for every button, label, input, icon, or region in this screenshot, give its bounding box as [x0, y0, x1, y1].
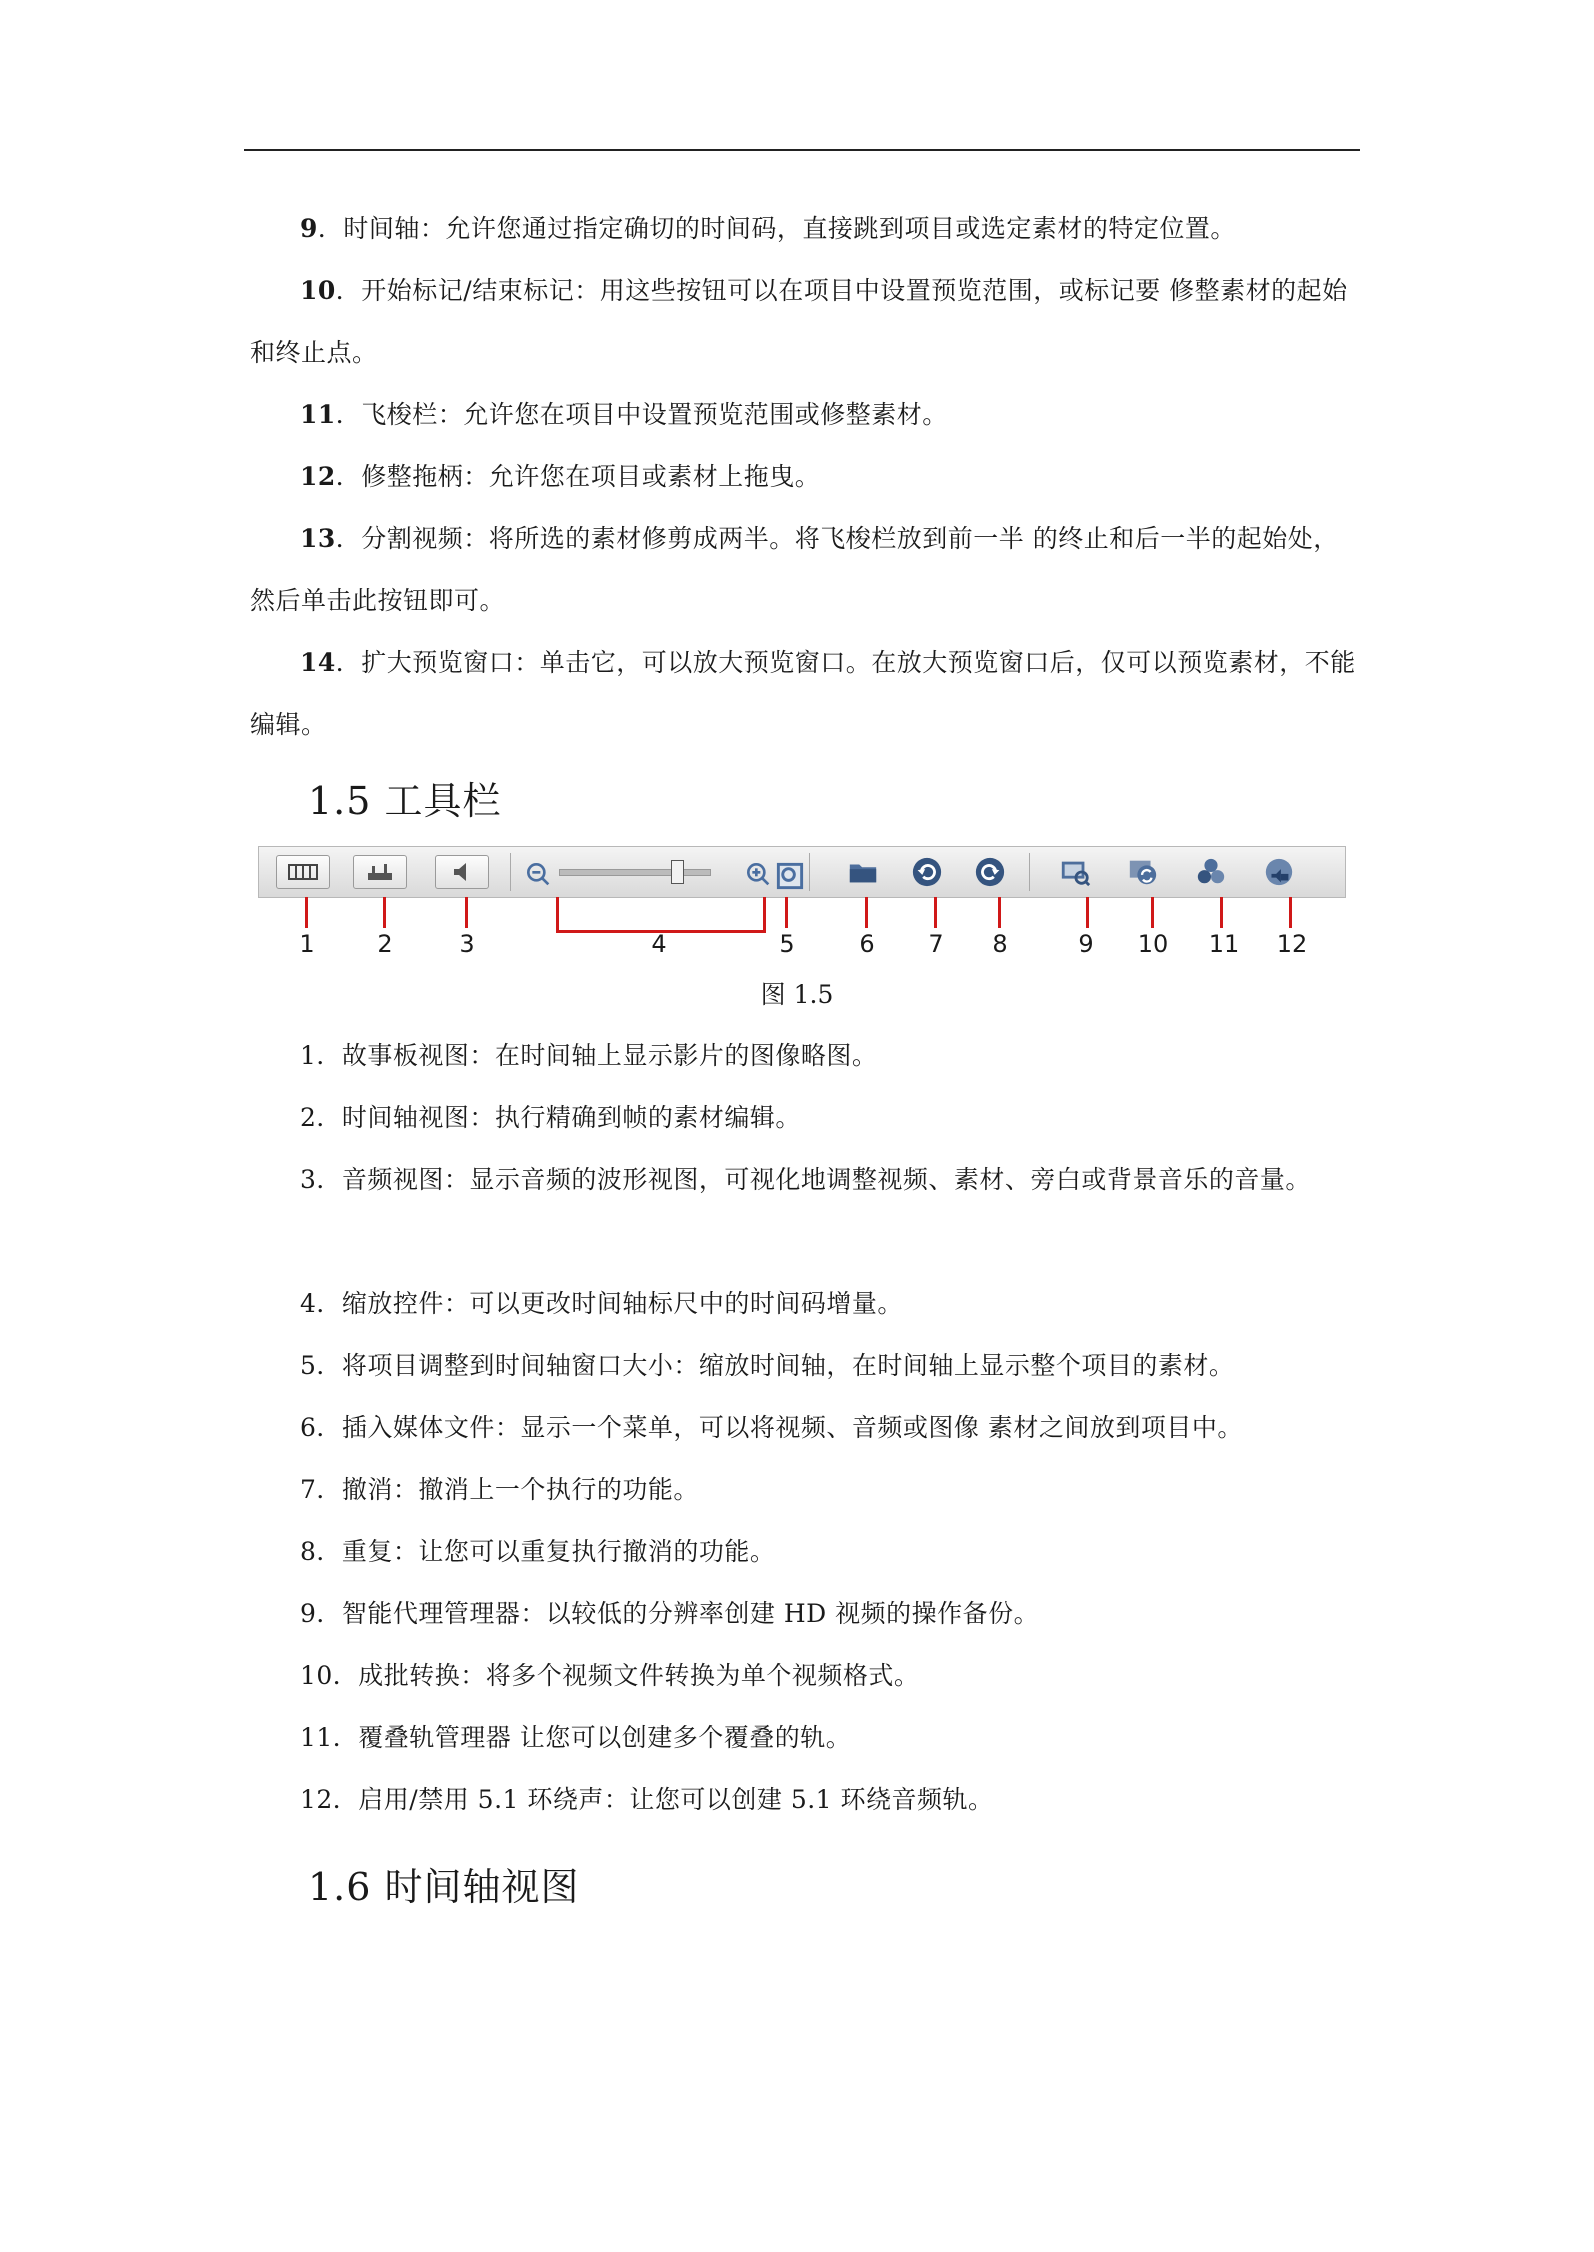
- callout-line: [998, 897, 1001, 928]
- zoom-slider[interactable]: [559, 869, 711, 876]
- callout-number: 11: [1208, 930, 1240, 958]
- paragraph-14: [250, 632, 1360, 756]
- paragraph-text: ．修整拖柄：允许您在项目或素材上拖曳。: [335, 462, 821, 491]
- overlay-track-icon[interactable]: [1195, 856, 1227, 888]
- list-item: 8．重复：让您可以重复执行撤消的功能。: [300, 1537, 776, 1566]
- paragraph-number: 12: [300, 462, 336, 491]
- paragraph-text: ．开始标记/结束标记：用这些按钮可以在项目中设置预览范围，或标记要 修整素材的起始和终止点。: [250, 276, 1348, 367]
- timeline-view-button[interactable]: [353, 855, 407, 889]
- list-item: 12．启用/禁用 5.1 环绕声：让您可以创建 5.1 环绕音频轨。: [300, 1785, 994, 1814]
- callout-line: [1151, 897, 1154, 928]
- callout-bracket: [556, 897, 766, 933]
- storyboard-view-icon: [277, 856, 329, 888]
- toolbar-separator: [1029, 853, 1030, 891]
- callout-line: [1086, 897, 1089, 928]
- callout-line: [934, 897, 937, 928]
- zoom-out-icon[interactable]: [523, 859, 555, 891]
- storyboard-view-button[interactable]: [276, 855, 330, 889]
- fit-project-icon[interactable]: [774, 860, 806, 892]
- toolbar-separator: [510, 853, 511, 891]
- list-item: 3．音频视图：显示音频的波形视图，可视化地调整视频、素材、旁白或背景音乐的音量。: [300, 1165, 1311, 1194]
- list-item: 9．智能代理管理器：以较低的分辨率创建 HD 视频的操作备份。: [300, 1599, 1040, 1628]
- timeline-view-icon: [354, 856, 406, 888]
- callout-number: 4: [651, 930, 667, 958]
- callout-line: [305, 897, 308, 928]
- paragraph-12: [250, 446, 1360, 508]
- paragraph-number: 11: [300, 400, 336, 429]
- figure-caption: 图 1.5: [760, 980, 834, 1009]
- surround-sound-icon[interactable]: [1263, 856, 1295, 888]
- callout-line: [1289, 897, 1292, 928]
- audio-view-button[interactable]: [435, 855, 489, 889]
- header-rule: [244, 149, 1360, 151]
- paragraph-number: 10: [300, 276, 336, 305]
- callout-number: 8: [992, 930, 1008, 958]
- callout-number: 10: [1137, 930, 1169, 958]
- zoom-slider-handle[interactable]: [671, 860, 684, 884]
- paragraph-10: [250, 260, 1360, 384]
- undo-icon[interactable]: [911, 856, 943, 888]
- callout-number: 5: [779, 930, 795, 958]
- callout-number: 1: [299, 930, 315, 958]
- callout-number: 6: [859, 930, 875, 958]
- list-item: 11．覆叠轨管理器 让您可以创建多个覆叠的轨。: [300, 1723, 852, 1752]
- paragraph-number: 13: [300, 524, 336, 553]
- paragraph-9: [250, 198, 1360, 260]
- toolbar-figure: [258, 846, 1346, 898]
- callout-number: 9: [1078, 930, 1094, 958]
- redo-icon[interactable]: [974, 856, 1006, 888]
- insert-media-icon[interactable]: [847, 856, 879, 888]
- list-item: 4．缩放控件：可以更改时间轴标尺中的时间码增量。: [300, 1289, 903, 1318]
- paragraph-text: ．时间轴：允许您通过指定确切的时间码，直接跳到项目或选定素材的特定位置。: [317, 214, 1236, 243]
- callout-line: [865, 897, 868, 928]
- callout-number: 12: [1276, 930, 1308, 958]
- list-item: 7．撤消：撤消上一个执行的功能。: [300, 1475, 699, 1504]
- paragraph-text: ．扩大预览窗口：单击它，可以放大预览窗口。在放大预览窗口后，仅可以预览素材，不能编辑。: [250, 648, 1356, 739]
- list-item: 6．插入媒体文件：显示一个菜单，可以将视频、音频或图像 素材之间放到项目中。: [300, 1413, 1243, 1442]
- callout-line: [785, 897, 788, 928]
- smart-proxy-icon[interactable]: [1059, 856, 1091, 888]
- callout-line: [1220, 897, 1223, 928]
- paragraph-11: [250, 384, 1360, 446]
- callout-line: [465, 897, 468, 928]
- section-heading-toolbar: 1.5 工具栏: [308, 779, 502, 823]
- callout-number: 2: [377, 930, 393, 958]
- toolbar-separator: [809, 853, 810, 891]
- callout-number: 3: [459, 930, 475, 958]
- list-item: 5．将项目调整到时间轴窗口大小：缩放时间轴，在时间轴上显示整个项目的素材。: [300, 1351, 1235, 1380]
- paragraph-text: ．飞梭栏：允许您在项目中设置预览范围或修整素材。: [335, 400, 948, 429]
- paragraph-number: 9: [300, 214, 318, 243]
- callout-number: 7: [928, 930, 944, 958]
- audio-view-icon: [436, 856, 488, 888]
- paragraph-13: [250, 508, 1360, 632]
- zoom-in-icon[interactable]: [743, 859, 775, 891]
- list-item: 10．成批转换：将多个视频文件转换为单个视频格式。: [300, 1661, 920, 1690]
- paragraph-text: ．分割视频：将所选的素材修剪成两半。将飞梭栏放到前一半 的终止和后一半的起始处，然后单击此按钮即可。: [250, 524, 1339, 615]
- batch-convert-icon[interactable]: [1127, 856, 1159, 888]
- callout-line: [383, 897, 386, 928]
- list-item: 1．故事板视图：在时间轴上显示影片的图像略图。: [300, 1041, 878, 1070]
- paragraph-number: 14: [300, 648, 336, 677]
- section-heading-timeline-view: 1.6 时间轴视图: [308, 1865, 580, 1909]
- list-item: 2．时间轴视图：执行精确到帧的素材编辑。: [300, 1103, 801, 1132]
